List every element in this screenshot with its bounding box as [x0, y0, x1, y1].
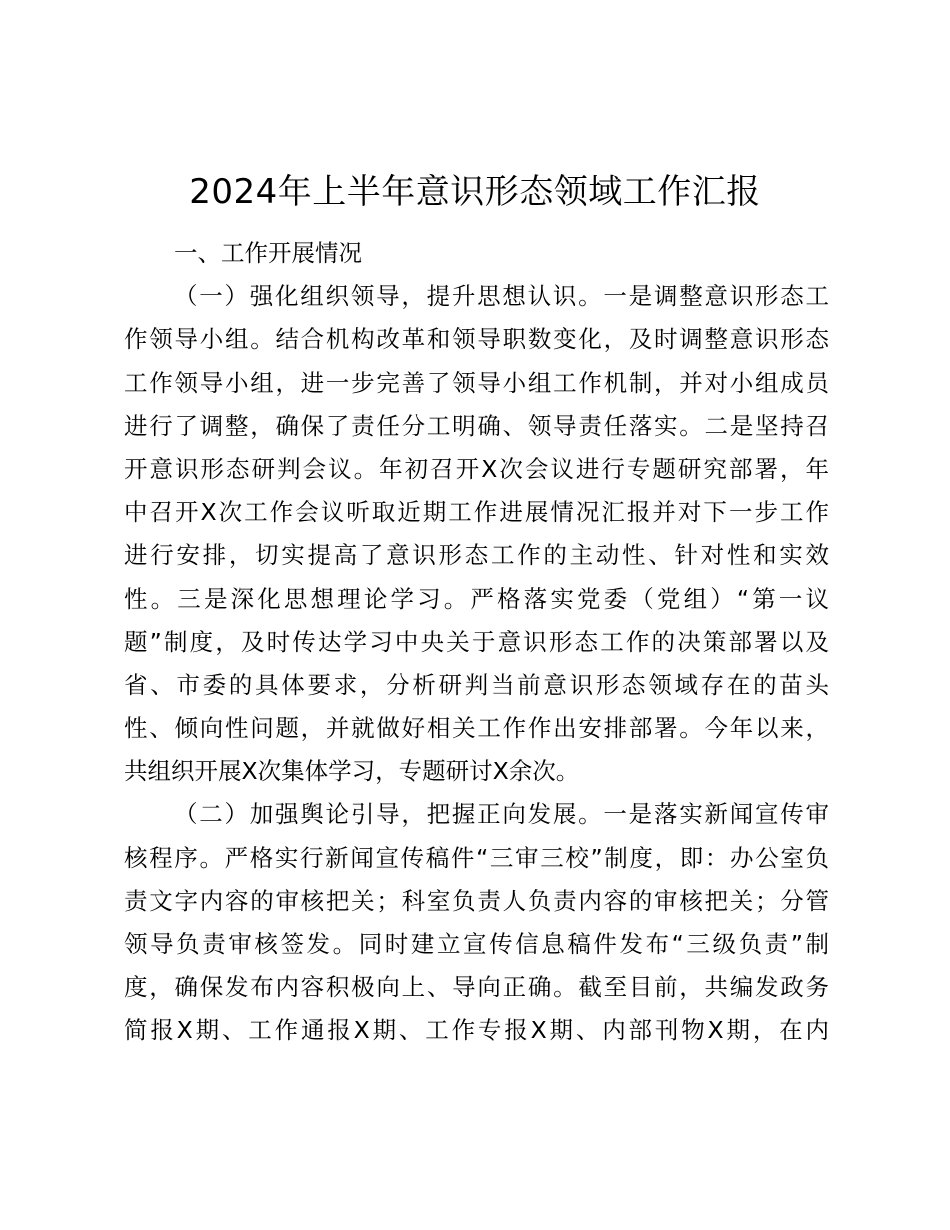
paragraph-line: （一）强化组织领导，提升思想认识。一是调整意识形态工 — [174, 282, 829, 311]
paragraph-line: 进行安排，切实提高了意识形态工作的主动性、针对性和实效 — [124, 541, 829, 570]
paragraph-line: 中召开X次工作会议听取近期工作进展情况汇报并对下一步工作 — [124, 498, 829, 527]
document-body — [124, 232, 829, 1053]
paragraph-line: 核程序。严格实行新闻宣传稿件“三审三校”制度，即：办公室负 — [124, 843, 829, 872]
paragraph-line: 工作领导小组，进一步完善了领导小组工作机制，并对小组成员 — [124, 368, 829, 397]
paragraph-line: 领导负责审核签发。同时建立宣传信息稿件发布“三级负责”制 — [124, 930, 829, 958]
paragraph-line: 性、倾向性问题，并就做好相关工作作出安排部署。今年以来， — [124, 714, 829, 743]
paragraph-line: 开意识形态研判会议。年初召开X次会议进行专题研究部署，年 — [124, 454, 829, 483]
paragraph-line: 简报X期、工作通报X期、工作专报X期、内部刊物X期，在内 — [124, 1016, 829, 1045]
paragraph-line: 作领导小组。结合机构改革和领导职数变化，及时调整意识形态 — [124, 325, 829, 354]
paragraph-line: 题”制度，及时传达学习中央关于意识形态工作的决策部署以及 — [124, 627, 829, 656]
paragraph-line: 共组织开展X次集体学习，专题研讨X余次。 — [124, 757, 580, 786]
paragraph-line: 进行了调整，确保了责任分工明确、领导责任落实。二是坚持召 — [124, 411, 829, 440]
paragraph-line: 性。三是深化思想理论学习。严格落实党委（党组）“第一议 — [124, 584, 829, 613]
paragraph-line: （二）加强舆论引导，把握正向发展。一是落实新闻宣传审 — [174, 800, 829, 829]
paragraph-line: 责文字内容的审核把关；科室负责人负责内容的审核把关；分管 — [124, 886, 829, 915]
paragraph-line: 度，确保发布内容积极向上、导向正确。截至目前，共编发政务 — [124, 973, 829, 1002]
paragraph-line: 省、市委的具体要求，分析研判当前意识形态领域存在的苗头 — [124, 670, 829, 699]
section-heading: 一、工作开展情况 — [174, 239, 362, 267]
document-title: 2024年上半年意识形态领域工作汇报 — [189, 172, 761, 212]
